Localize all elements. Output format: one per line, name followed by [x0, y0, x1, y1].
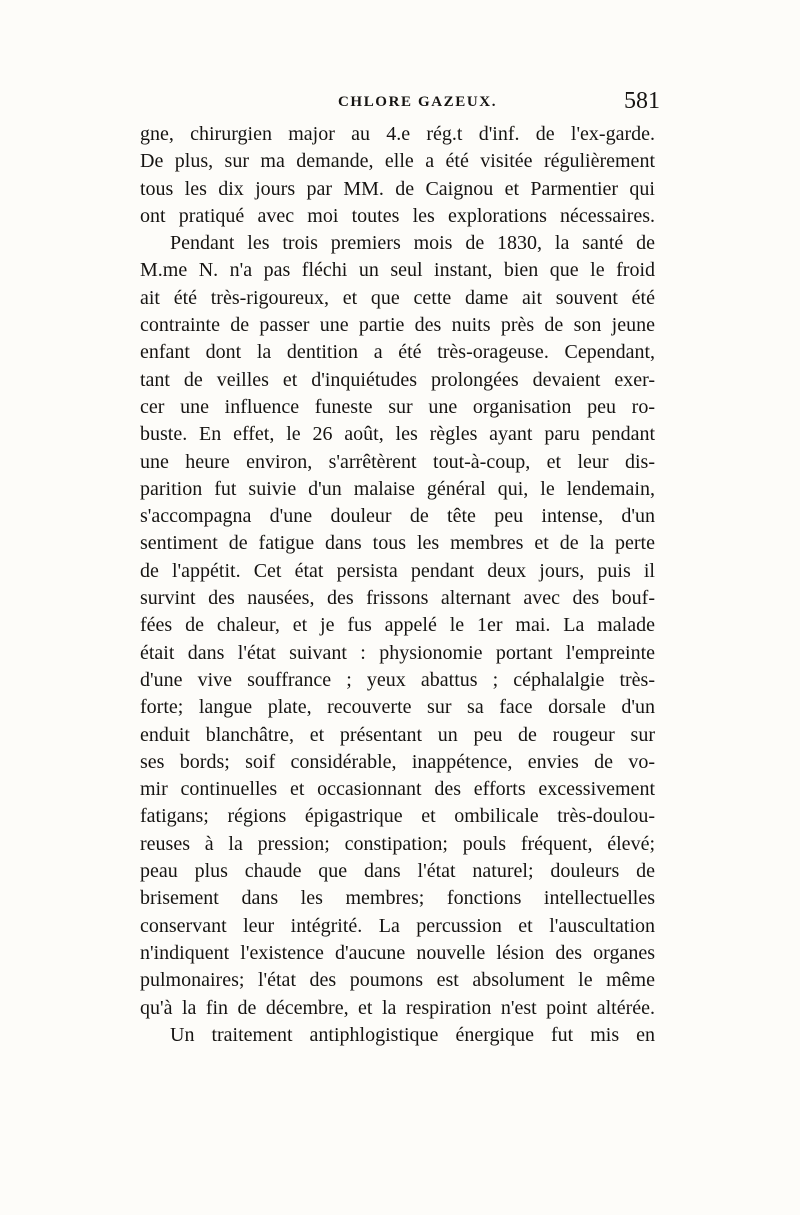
text-line: pulmonaires; l'état des poumons est absolument le même: [140, 969, 655, 992]
text-line: ses bords; soif considérable, inappétence, envies de vo-: [140, 750, 655, 773]
text-line: parition fut suivie d'un malaise général qui, le lendemain,: [140, 477, 655, 500]
text-line: n'indiquent l'existence d'aucune nouvelle lésion des organes: [140, 941, 655, 964]
text-line: une heure environ, s'arrêtèrent tout-à-coup, et leur dis-: [140, 450, 655, 473]
text-line: Un traitement antiphlogistique énergique fut mis en: [170, 1023, 655, 1046]
text-line: enduit blanchâtre, et présentant un peu de rougeur sur: [140, 723, 655, 746]
text-line: gne, chirurgien major au 4.e rég.t d'inf. de l'ex-garde.: [140, 123, 655, 145]
text-line: buste. En effet, le 26 août, les règles ayant paru pendant: [140, 423, 655, 446]
text-line: de l'appétit. Cet état persista pendant deux jours, puis il: [140, 559, 655, 582]
text-line: tant de veilles et d'inquiétudes prolongées devaient exer-: [140, 368, 655, 391]
text-line: sentiment de fatigue dans tous les membres et de la perte: [140, 532, 655, 555]
text-line: s'accompagna d'une douleur de tête peu intense, d'un: [140, 505, 655, 528]
text-line: Pendant les trois premiers mois de 1830, la santé de: [170, 232, 655, 255]
text-line: conservant leur intégrité. La percussion et l'auscultation: [140, 914, 655, 937]
text-line: De plus, sur ma demande, elle a été visitée régulièrement: [140, 150, 655, 173]
text-line: tous les dix jours par MM. de Caignou et Parmentier qui: [140, 177, 655, 200]
text-line: fées de chaleur, et je fus appelé le 1er mai. La malade: [140, 614, 655, 637]
text-line: forte; langue plate, recouverte sur sa face dorsale d'un: [140, 696, 655, 719]
text-line: reuses à la pression; constipation; pouls fréquent, élevé;: [140, 832, 655, 855]
text-line: ont pratiqué avec moi toutes les explorations nécessaires.: [140, 204, 655, 227]
running-title: CHLORE GAZEUX.: [338, 94, 498, 110]
page-number: 581: [624, 88, 660, 114]
text-line: fatigans; régions épigastrique et ombilicale très-doulou-: [140, 805, 655, 828]
text-line: d'une vive souffrance ; yeux abattus ; céphalalgie très-: [140, 668, 655, 691]
body-text: [140, 121, 655, 1049]
text-line: enfant dont la dentition a été très-orageuse. Cependant,: [140, 341, 655, 364]
text-line: M.me N. n'a pas fléchi un seul instant, bien que le froid: [140, 259, 655, 282]
text-line: mir continuelles et occasionnant des efforts excessivement: [140, 778, 655, 801]
text-line: contrainte de passer une partie des nuits près de son jeune: [140, 314, 655, 337]
text-line: ait été très-rigoureux, et que cette dame ait souvent été: [140, 286, 655, 309]
text-line: peau plus chaude que dans l'état naturel; douleurs de: [140, 860, 655, 883]
text-line: survint des nausées, des frissons alternant avec des bouf-: [140, 587, 655, 610]
text-line: était dans l'état suivant : physionomie portant l'empreinte: [140, 641, 655, 664]
text-line: qu'à la fin de décembre, et la respiration n'est point altérée.: [140, 996, 655, 1019]
text-line: cer une influence funeste sur une organisation peu ro-: [140, 395, 655, 418]
text-line: brisement dans les membres; fonctions intellectuelles: [140, 887, 655, 910]
